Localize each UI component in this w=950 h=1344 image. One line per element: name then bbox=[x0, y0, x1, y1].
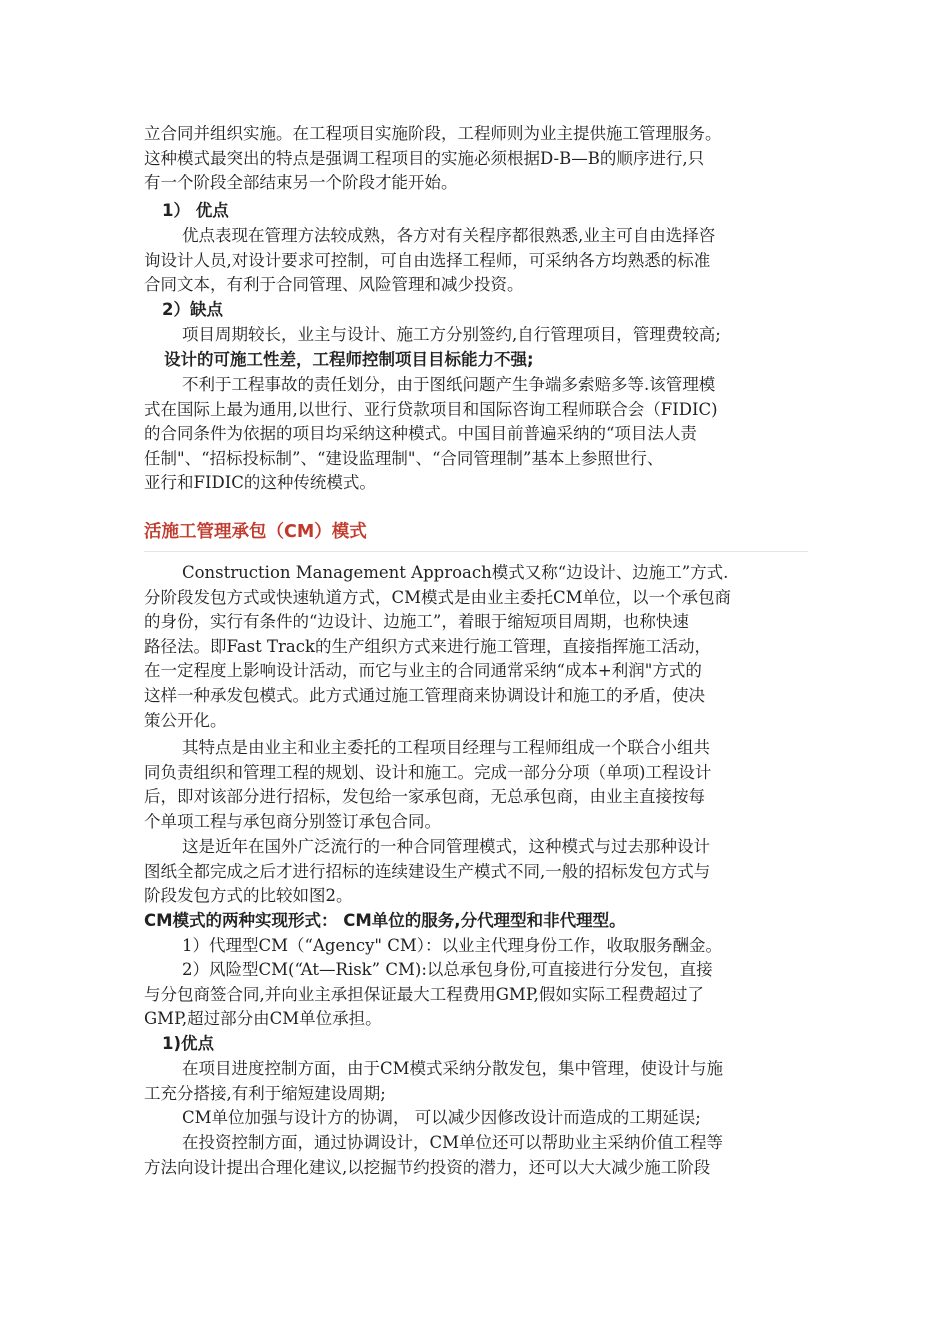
text-line: 合同文本，有利于合同管理、风险管理和减少投资。 bbox=[144, 275, 524, 295]
text-line: 任制"、“招标投标制”、“建设监理制"、“合同管理制”基本上参照世行、 bbox=[144, 448, 664, 468]
text-line: 策公开化。 bbox=[144, 710, 227, 730]
text-line: Construction Management Approach模式又称“边设计、边施工”方式. bbox=[182, 563, 729, 582]
advantages-title: 1） 优点 bbox=[162, 201, 229, 220]
text-line: 分阶段发包方式或快速轨道方式，CM模式是由业主委托CM单位，以一个承包商 bbox=[144, 587, 732, 607]
text-line: 阶段发包方式的比较如图2。 bbox=[144, 886, 353, 906]
text-line: 图纸全都完成之后才进行招标的连续建设生产模式不同,一般的招标发包方式与 bbox=[144, 861, 711, 881]
text-line: 这是近年在国外广泛流行的一种合同管理模式，这种模式与过去那种设计 bbox=[182, 837, 710, 856]
text-line: 与分包商签合同,并向业主承担保证最大工程费用GMP,假如实际工程费超过了 bbox=[144, 984, 704, 1004]
text-line: 这样一种承发包模式。此方式通过施工管理商来协调设计和施工的矛盾，使决 bbox=[144, 685, 705, 705]
cm-paragraph-3 bbox=[144, 835, 710, 909]
cm-form-agency: 1）代理型CM（“Agency" CM）：以业主代理身份工作，收取服务酬金。 bbox=[182, 936, 722, 955]
text-line: 后，即对该部分进行招标，发包给一家承包商，无总承包商，由业主直接按每 bbox=[144, 787, 705, 807]
text-line: 的合同条件为依据的项目均采纳这种模式。中国目前普遍采纳的“项目法人责 bbox=[144, 424, 697, 444]
disadvantages-title: 2）缺点 bbox=[162, 300, 223, 319]
text-line: 的身份，实行有条件的“边设计、边施工”，着眼于缩短项目周期，也称快速 bbox=[144, 612, 689, 632]
text-line: 工充分搭接,有利于缩短建设周期; bbox=[144, 1083, 386, 1103]
text-line: 方法向设计提出合理化建议,以挖掘节约投资的潜力，还可以大大减少施工阶段 bbox=[144, 1157, 711, 1177]
text-line: 个单项工程与承包商分别签订承包合同。 bbox=[144, 811, 441, 831]
cm-advantages-paragraph-3 bbox=[144, 1131, 723, 1180]
cm-forms-title: CM模式的两种实现形式： CM单位的服务,分代理型和非代理型。 bbox=[144, 911, 626, 930]
text-line: 优点表现在管理方法较成熟，各方对有关程序都很熟悉,业主可自由选择咨 bbox=[182, 226, 716, 245]
cm-advantages-paragraph-1 bbox=[144, 1057, 723, 1106]
text-line: 亚行和FIDIC的这种传统模式。 bbox=[144, 473, 376, 493]
text-line: 立合同并组织实施。在工程项目实施阶段，工程师则为业主提供施工管理服务。 bbox=[144, 124, 722, 143]
disadvantages-paragraph bbox=[144, 373, 718, 496]
advantages-paragraph bbox=[144, 224, 715, 298]
intro-paragraph bbox=[144, 122, 722, 196]
text-line: 不利于工程事故的责任划分，由于图纸问题产生争端多索赔多等.该管理模 bbox=[182, 375, 716, 394]
text-line: 这种模式最突出的特点是强调工程项目的实施必须根据D-B—B的顺序进行,只 bbox=[144, 148, 705, 168]
text-line: 在一定程度上影响设计活动，而它与业主的合同通常采纳“成本+利润"方式的 bbox=[144, 661, 702, 681]
text-line: 2）风险型CM(“At—Risk” CM):以总承包身份,可直接进行分发包，直接 bbox=[182, 960, 713, 979]
text-line: GMP,超过部分由CM单位承担。 bbox=[144, 1009, 382, 1029]
text-line: 询设计人员,对设计要求可控制，可自由选择工程师，可采纳各方均熟悉的标准 bbox=[144, 250, 711, 270]
disadvantages-line: 项目周期较长，业主与设计、施工方分别签约,自行管理项目，管理费较高; bbox=[182, 325, 721, 344]
cm-advantages-title: 1)优点 bbox=[162, 1034, 215, 1053]
text-line: 在投资控制方面，通过协调设计，CM单位还可以帮助业主采纳价值工程等 bbox=[182, 1133, 724, 1152]
section-heading bbox=[144, 520, 808, 552]
cm-paragraph-1 bbox=[144, 561, 731, 733]
text-line: 式在国际上最为通用,以世行、亚行贷款项目和国际咨询工程师联合会（FIDIC) bbox=[144, 399, 718, 419]
text-line: 同负责组织和管理工程的规划、设计和施工。完成一部分分项（单项)工程设计 bbox=[144, 762, 712, 782]
text-line: 在项目进度控制方面，由于CM模式采纳分散发包，集中管理，使设计与施 bbox=[182, 1059, 724, 1078]
text-line: 路径法。即Fast Track的生产组织方式来进行施工管理，直接指挥施工活动， bbox=[144, 636, 711, 656]
text-line: 有一个阶段全部结束另一个阶段才能开始。 bbox=[144, 173, 458, 193]
text-line: 其特点是由业主和业主委托的工程项目经理与工程师组成一个联合小组共 bbox=[182, 738, 710, 757]
cm-paragraph-2 bbox=[144, 736, 711, 834]
cm-form-at-risk bbox=[144, 958, 713, 1032]
section-heading-text: 活施工管理承包（CM）模式 bbox=[144, 520, 808, 552]
cm-advantages-paragraph-2: CM单位加强与设计方的协调， 可以减少因修改设计而造成的工期延误; bbox=[182, 1108, 701, 1127]
disadvantages-bold-line: 设计的可施工性差，工程师控制项目目标能力不强; bbox=[164, 350, 534, 369]
